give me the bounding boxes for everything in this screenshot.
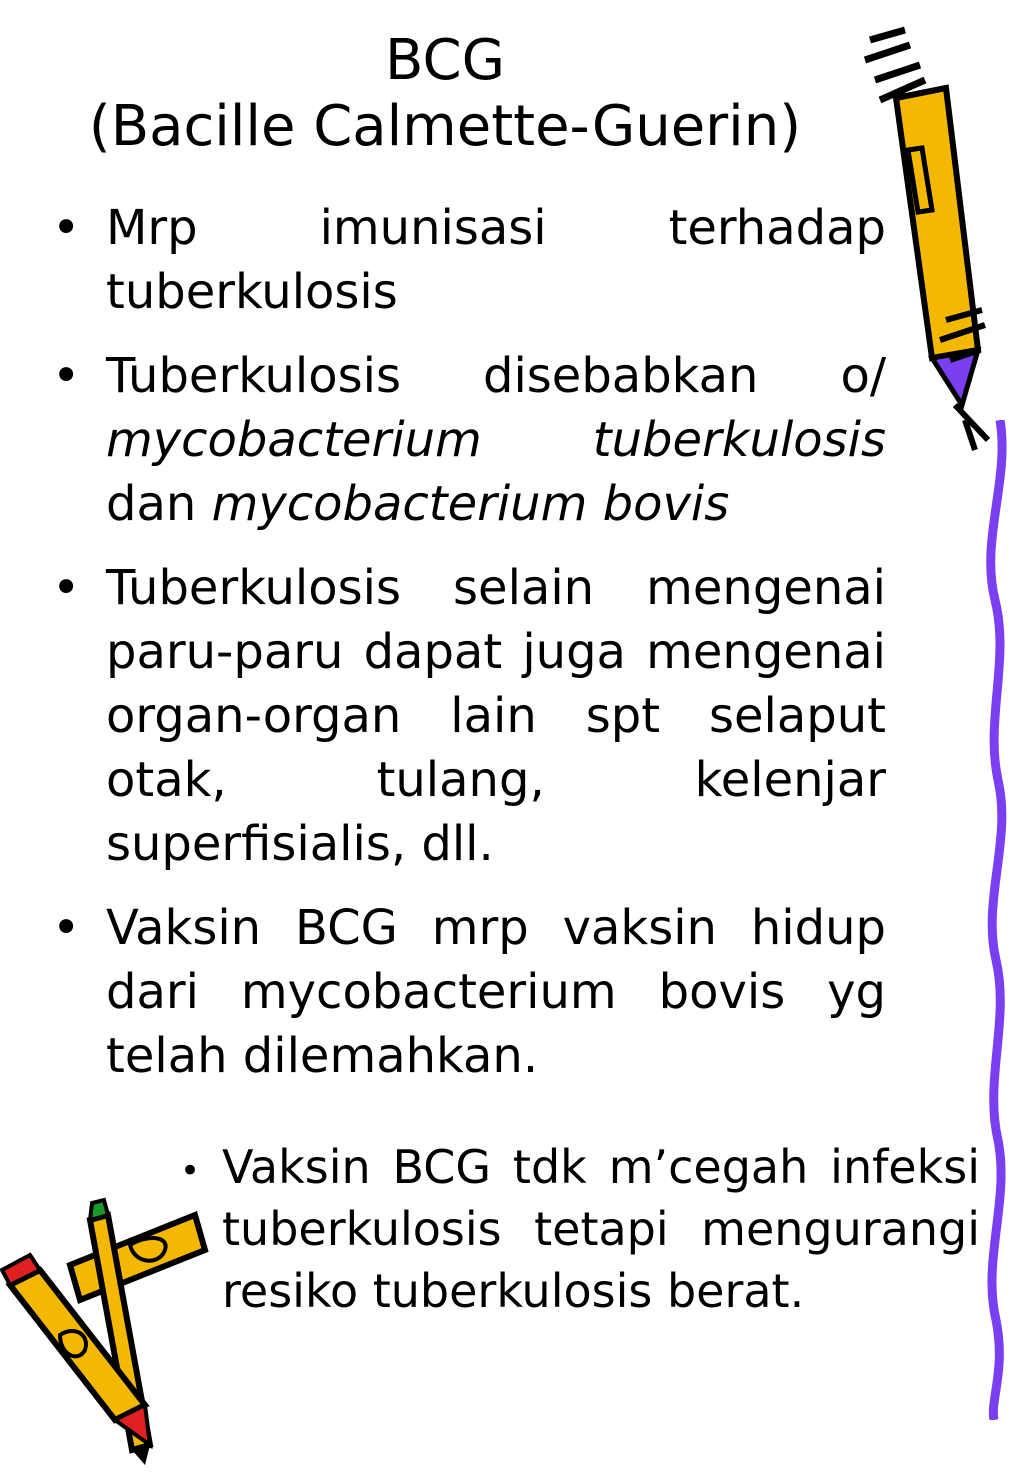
pencils-icon [0,1195,210,1475]
bullet-text-italic: mycobacterium bovis [211,476,730,532]
bullet-marker: • [52,200,81,256]
bullet-text: dan [106,476,212,532]
title-line-1: BCG [385,28,505,93]
sub-bullet-item [180,1136,980,1322]
bullet-marker: • [52,560,81,616]
bullet-text: Mrp imunisasi terhadap tuberkulosis [106,200,886,320]
bullet-item [52,896,886,1088]
bullet-text: Tuberkulosis disebabkan o/ [106,348,886,404]
bullet-marker: • [52,900,81,956]
title-line-2: (Bacille Calmette-Guerin) [88,94,802,159]
bullet-marker: • [52,348,81,404]
bullet-list [52,196,886,1108]
sub-bullet-list [180,1136,980,1322]
bullet-text: Tuberkulosis selain mengenai paru-paru dapat juga mengenai organ-organ lain spt selaput otak, tulang, kelenjar superfisialis, dll. [106,560,886,872]
sub-bullet-marker: • [180,1151,201,1191]
bullet-item [52,196,886,324]
sub-bullet-text: Vaksin BCG tdk m’cegah infeksi tuberkulosis tetapi mengurangi resiko tuberkulosis berat. [222,1140,980,1318]
bullet-text-italic: mycobacterium tuberkulosis [106,412,886,468]
bullet-item [52,344,886,536]
slide-title [0,28,890,160]
bullet-item [52,556,886,876]
bullet-text: Vaksin BCG mrp vaksin hidup dari mycobacterium bovis yg telah dilemahkan. [106,900,886,1084]
